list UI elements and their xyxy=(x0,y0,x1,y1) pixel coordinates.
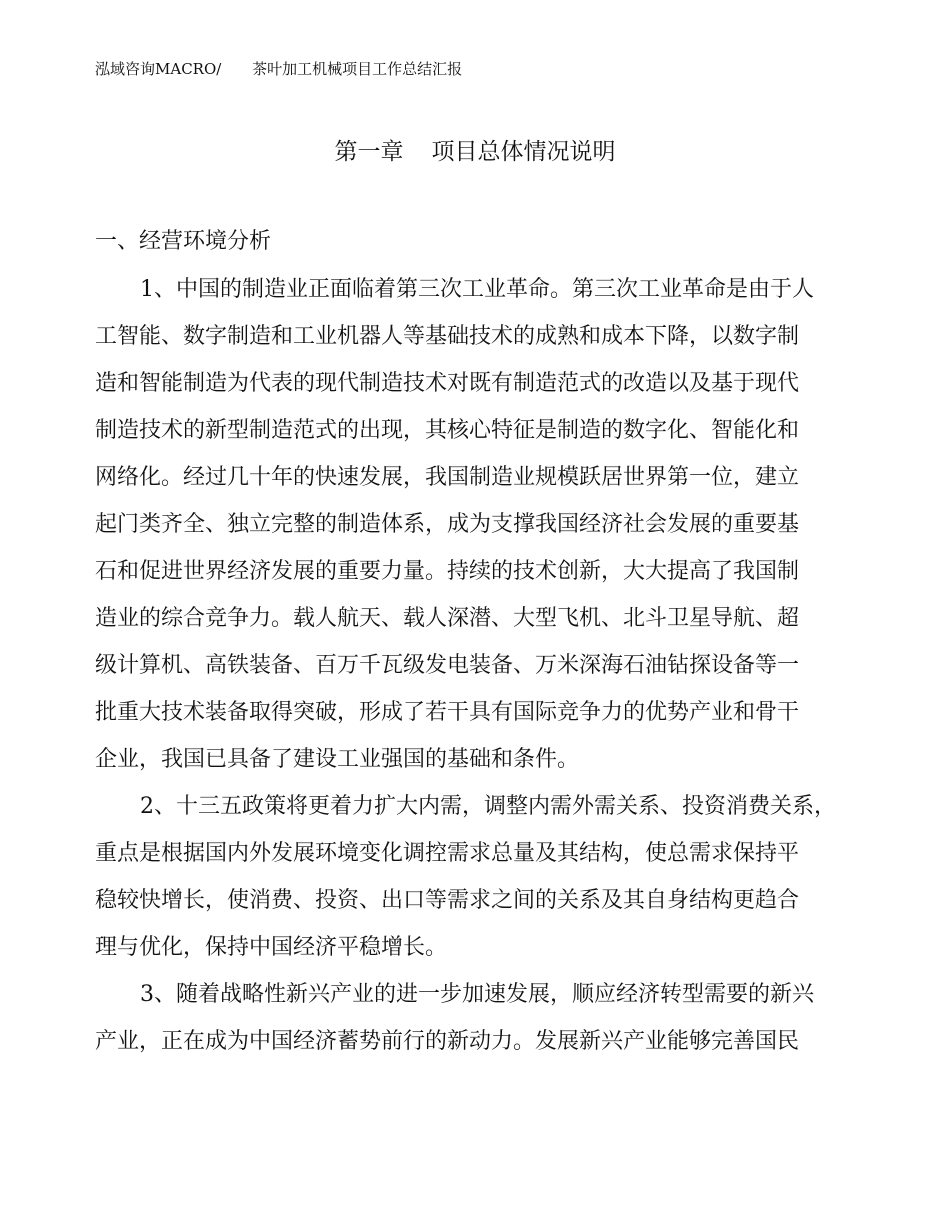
paragraph-2-line-1: 2、十三五政策将更着力扩大内需，调整内需外需关系、投资消费关系， xyxy=(140,794,836,819)
paragraph-2-line-2: 重点是根据国内外发展环境变化调控需求总量及其结构，使总需求保持平 xyxy=(95,841,800,866)
chapter-number: 第一章 xyxy=(334,139,404,165)
header-document-title: 茶叶加工机械项目工作总结汇报 xyxy=(252,60,463,78)
paragraph-1-line-9: 级计算机、高铁装备、百万千瓦级发电装备、万米深海石油钻探设备等一 xyxy=(95,653,800,678)
chapter-heading xyxy=(0,133,950,166)
paragraph-1-line-8: 造业的综合竞争力。载人航天、载人深潜、大型飞机、北斗卫星导航、超 xyxy=(95,606,800,631)
paragraph-2-line-4: 理与优化，保持中国经济平稳增长。 xyxy=(95,935,448,960)
paragraph-1-line-6: 起门类齐全、独立完整的制造体系，成为支撑我国经济社会发展的重要基 xyxy=(95,512,800,537)
paragraph-1-line-7: 石和促进世界经济发展的重要力量。持续的技术创新，大大提高了我国制 xyxy=(95,559,800,584)
paragraph-1-line-3: 造和智能制造为代表的现代制造技术对既有制造范式的改造以及基于现代 xyxy=(95,371,800,396)
paragraph-1-line-2: 工智能、数字制造和工业机器人等基础技术的成熟和成本下降，以数字制 xyxy=(95,324,800,349)
paragraph-3-line-2: 产业，正在成为中国经济蓄势前行的新动力。发展新兴产业能够完善国民 xyxy=(95,1029,800,1054)
paragraph-2-line-3: 稳较快增长，使消费、投资、出口等需求之间的关系及其自身结构更趋合 xyxy=(95,888,800,913)
paragraph-3-line-1: 3、随着战略性新兴产业的进一步加速发展，顺应经济转型需要的新兴 xyxy=(140,982,814,1007)
header-company: 泓域咨询MACRO/ xyxy=(95,60,222,78)
paragraph-1-line-1: 1、中国的制造业正面临着第三次工业革命。第三次工业革命是由于人 xyxy=(140,277,814,302)
paragraph-1-line-5: 网络化。经过几十年的快速发展，我国制造业规模跃居世界第一位，建立 xyxy=(95,465,800,490)
paragraph-1-line-11: 企业，我国已具备了建设工业强国的基础和条件。 xyxy=(95,747,580,772)
paragraph-1-line-4: 制造技术的新型制造范式的出现，其核心特征是制造的数字化、智能化和 xyxy=(95,418,800,443)
page-header xyxy=(95,58,462,79)
paragraph-1-line-10: 批重大技术装备取得突破，形成了若干具有国际竞争力的优势产业和骨干 xyxy=(95,700,800,725)
section-heading: 一、经营环境分析 xyxy=(95,229,272,254)
chapter-title: 项目总体情况说明 xyxy=(431,139,616,165)
